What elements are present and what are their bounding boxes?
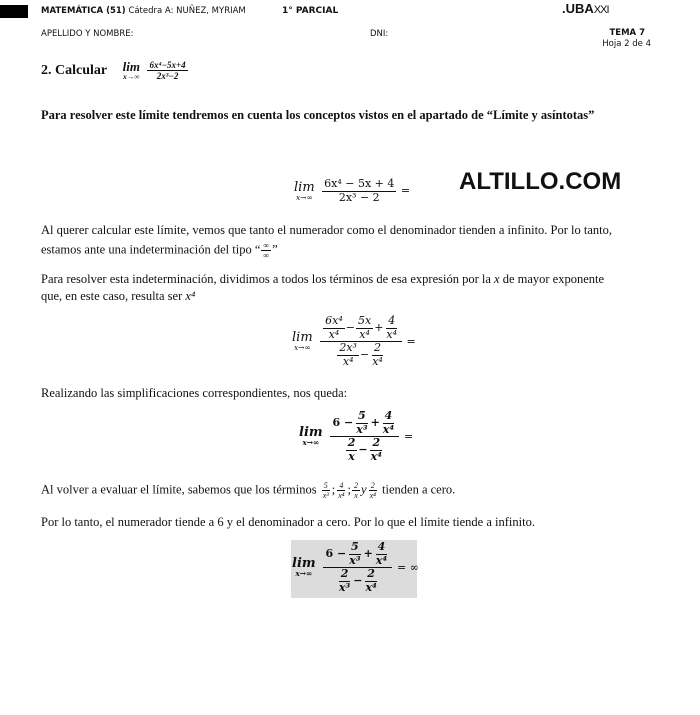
problem-statement: 2. Calcular lim x→∞ $\frac{\text{6x⁴−5x+4}}{\text{2x³−2}}$	[41, 59, 186, 82]
paragraph-2-line-2: que, en este caso, resulta ser x⁴	[41, 289, 196, 303]
paragraph-5: Por lo tanto, el numerador tiende a 6 y el denominador a cero. Por lo que el límite tiende a infinito.	[41, 515, 535, 529]
paragraph-3: Realizando las simplificaciones correspondientes, nos queda:	[41, 386, 348, 400]
paragraph-1-line-2: estamos ante una indeterminación del tipo “ $\frac{\infty}{\infty}$ ”	[41, 241, 278, 261]
equation-2: lim x→∞ $\frac{\text{6x⁴}}{\text{x⁴}}$ − $\frac{5x}{\text{x⁴}}$ + $\frac{4}{\text{x⁴}}$ $\frac{\text{2x³}}{\text{x⁴}}$ − $\frac{2}{\text{x⁴}}$ =	[292, 314, 416, 368]
equation-4-result: lim x→∞ 6 − $\frac{5}{\text{x³}}$ + $\frac{4}{\text{x⁴}}$ $\frac{2}{\text{x³}}$ − $\frac{2}{\text{x⁴}}$ = ∞	[292, 540, 419, 594]
course-header: MATEMÁTICA (51) Cátedra A: NUÑEZ, MYRIAM	[41, 6, 246, 16]
exam-title: 1° PARCIAL	[282, 6, 339, 16]
equation-1: lim x→∞ $\frac{\text{6x⁴ − 5x + 4}}{\text{2x³ − 2}}$ =	[294, 177, 411, 204]
intro-text: Para resolver este límite tendremos en cuenta los conceptos vistos en el apartado de “Límite y asíntotas”	[41, 108, 595, 122]
paragraph-2-line-1: Para resolver esta indeterminación, dividimos a todos los términos de esa expresión por la x de mayor exponente	[41, 272, 605, 286]
tema-label: TEMA 7	[609, 28, 645, 38]
redaction-bar	[0, 5, 28, 18]
sheet-number: Hoja 2 de 4	[602, 39, 651, 49]
name-label: APELLIDO Y NOMBRE:	[41, 29, 134, 39]
equation-3: lim x→∞ 6 − $\frac{5}{\text{x³}}$ + $\frac{4}{\text{x⁴}}$ $\frac{2}{x}$ − $\frac{2}{\text{x⁴}}$ =	[299, 409, 414, 463]
dni-label: DNI:	[370, 29, 389, 39]
paragraph-1-line-1: Al querer calcular este límite, vemos que tanto el numerador como el denominador tienden a infinito. Por lo tanto,	[41, 223, 613, 237]
uba-logo: .UBAXXI	[562, 1, 609, 16]
paragraph-4: Al volver a evaluar el límite, sabemos que los términos $\frac{5}{\text{x³}}$ ; $\frac{4}{\text{x⁴}}$ ; $\frac{2}{x}$ y $\frac{2}{\text{x⁴}}$ tienden a cero.	[41, 481, 456, 501]
watermark: ALTILLO.COM	[459, 168, 622, 195]
